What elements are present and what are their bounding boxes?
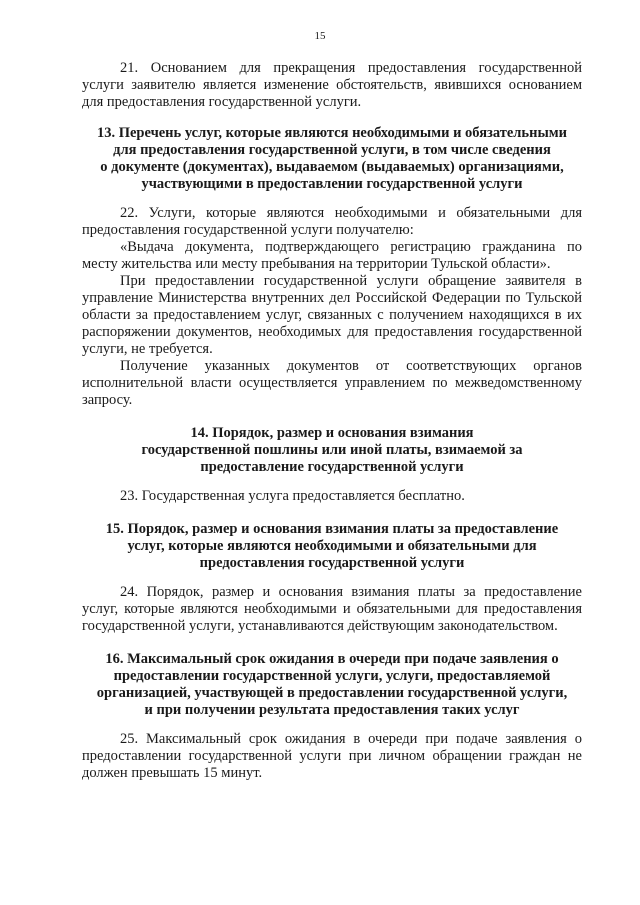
heading-line: 14. Порядок, размер и основания взимания: [190, 425, 474, 441]
section-14-heading: [82, 425, 582, 476]
heading-line: предоставления государственной услуги: [199, 555, 465, 571]
paragraph-22-b: При предоставлении государственной услуги обращение заявителя в управление Министерства внутренних дел Российской Федерации по Тульской области за предоставлением услуг, связанных с получением находящихся в их распоряжении документов, необходимых для предоставления государственной услуги, не требуется.: [82, 273, 582, 357]
heading-line: организацией, участвующей в предоставлении государственной услуги,: [96, 685, 568, 701]
heading-line: участвующими в предоставлении государственной услуги: [141, 176, 523, 192]
heading-line: о документе (документах), выдаваемом (выдаваемых) организациями,: [100, 159, 564, 175]
heading-line: государственной пошлины или иной платы, взимаемой за: [141, 442, 523, 458]
paragraph-22-c: Получение указанных документов от соответствующих органов исполнительной власти осуществляется управлением по межведомственному запросу.: [82, 358, 582, 408]
heading-line: предоставлении государственной услуги, услуги, предоставляемой: [113, 668, 551, 684]
section-15-heading: [82, 521, 582, 572]
heading-line: и при получении результата предоставления таких услуг: [144, 702, 520, 718]
paragraph-23: 23. Государственная услуга предоставляется бесплатно.: [120, 488, 465, 504]
paragraph-25: 25. Максимальный срок ожидания в очереди при подаче заявления о предоставлении государственной услуги при личном обращении граждан не должен превышать 15 минут.: [82, 731, 582, 781]
heading-line: услуг, которые являются необходимыми и обязательными для: [127, 538, 537, 554]
section-13-heading: [82, 125, 582, 193]
heading-line: 15. Порядок, размер и основания взимания платы за предоставление: [105, 521, 559, 537]
section-16-heading: [82, 651, 582, 719]
heading-line: 16. Максимальный срок ожидания в очереди при подаче заявления о: [105, 651, 559, 667]
paragraph-21: 21. Основанием для прекращения предоставления государственной услуги заявителю является изменение обстоятельств, явившихся основанием для предоставления государственной услуги.: [82, 60, 582, 110]
heading-line: предоставление государственной услуги: [200, 459, 464, 475]
document-body: [82, 60, 582, 782]
paragraph-22-quote: «Выдача документа, подтверждающего регистрацию гражданина по месту жительства или месту пребывания на территории Тульской области».: [82, 239, 582, 272]
heading-line: для предоставления государственной услуги, в том числе сведения: [113, 142, 551, 158]
page-number: 15: [314, 30, 326, 42]
paragraph-22: 22. Услуги, которые являются необходимыми и обязательными для предоставления государственной услуги получателю:: [82, 205, 582, 238]
heading-line: 13. Перечень услуг, которые являются необходимыми и обязательными: [96, 125, 568, 141]
paragraph-24: 24. Порядок, размер и основания взимания платы за предоставление услуг, которые являются необходимыми и обязательными для предоставления государственной услуги, устанавливаются действующим законодательством.: [82, 584, 582, 634]
